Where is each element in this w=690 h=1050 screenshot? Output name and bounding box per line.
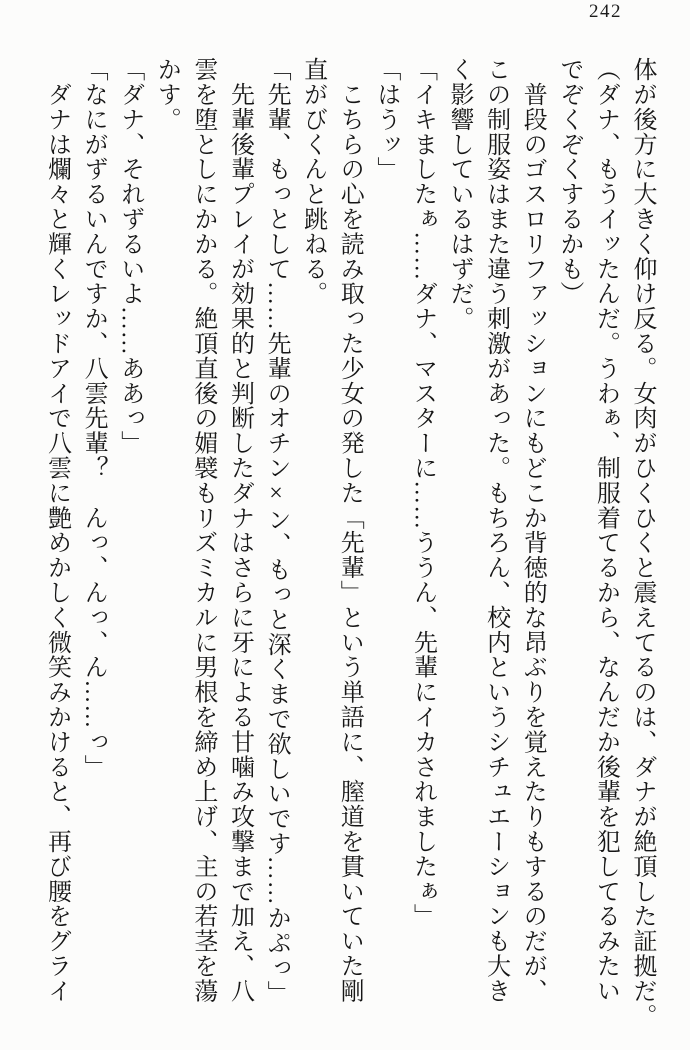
page-number: 242 bbox=[589, 1, 622, 22]
text-line: でぞくぞくするかも） bbox=[555, 57, 582, 306]
text-line: 雲を堕としにかかる。絶頂直後の媚襞もリズミカルに男根を締め上げ、主の若茎を蕩 bbox=[189, 57, 216, 1004]
text-line: 「ダナ、それずるいよ……ああっ」 bbox=[116, 57, 143, 456]
text-line: （ダナ、もうイッたんだ。うわぁ、制服着てるから、なんだか後輩を犯してるみたい bbox=[592, 57, 619, 1004]
text-line: こちらの心を読み取った少女の発した「先輩」という単語に、膣道を貫いていた剛 bbox=[336, 57, 363, 1004]
text-line: 「先輩、もっとして……先輩のオチン×ン、もっと深くまで欲しいです……かぷっ」 bbox=[263, 57, 290, 1006]
text-line: 直がびくんと跳ねる。 bbox=[299, 57, 326, 306]
text-line: く影響しているはずだ。 bbox=[446, 57, 473, 331]
text-line: 普段のゴスロリファッションにもどこか背徳的な昂ぶりを覚えたりもするのだが、 bbox=[519, 57, 546, 1004]
text-line: 「なにがずるいんですか、八雲先輩？ んっ、んっ、ん……っ」 bbox=[80, 57, 107, 780]
text-line: 「はうッ」 bbox=[372, 57, 399, 182]
text-line: 先輩後輩プレイが効果的と判断したダナはさらに牙による甘噛み攻撃まで加え、八 bbox=[226, 57, 253, 1004]
text-line: かす。 bbox=[153, 57, 180, 132]
text-line: この制服姿はまた違う刺激があった。もちろん、校内というシチュエーションも大き bbox=[482, 57, 509, 1004]
text-line: 体が後方に大きく仰け反る。女肉がひくひくと震えてるのは、ダナが絶頂した証拠だ。 bbox=[629, 57, 655, 1029]
text-line: ダナは爛々と輝くレッドアイで八雲に艶めかしく微笑みかけると、再び腰をグライ bbox=[43, 57, 70, 1004]
page-text bbox=[38, 57, 660, 1047]
text-line: 「イキましたぁ……ダナ、マスターに……ううん、先輩にイカされましたぁ」 bbox=[409, 57, 436, 929]
